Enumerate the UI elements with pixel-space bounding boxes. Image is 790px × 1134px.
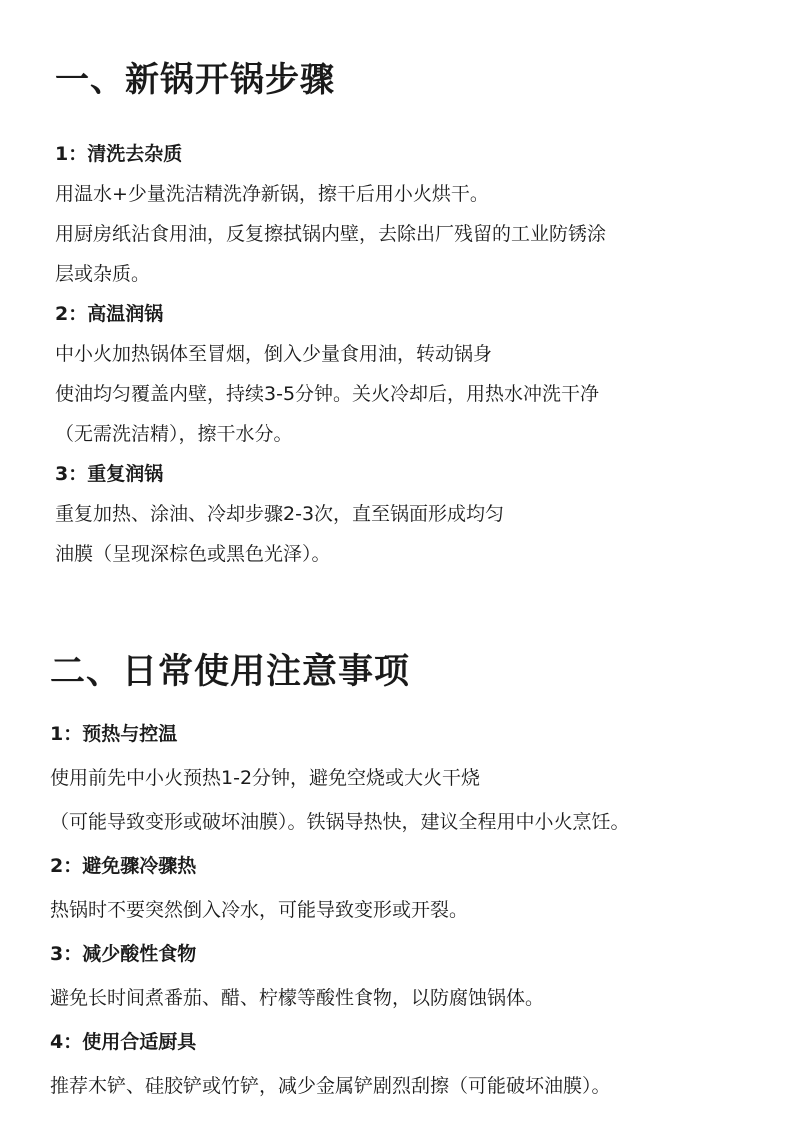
step-text-line: 使油均匀覆盖内壁，持续3-5分钟。关火冷却后，用热水冲洗干净 <box>55 383 600 405</box>
section-title: 二、日常使用注意事项 <box>50 652 411 692</box>
step-text-line: 层或杂质。 <box>55 263 151 285</box>
step-text-line: 用厨房纸沾食用油，反复擦拭锅内壁，去除出厂残留的工业防锈涂 <box>55 223 607 245</box>
step-text-line: 中小火加热锅体至冒烟，倒入少量食用油，转动锅身 <box>55 343 493 365</box>
section-title: 一、新锅开锅步骤 <box>55 60 335 100</box>
note-text-line: 使用前先中小火预热1-2分钟，避免空烧或大火干烧 <box>50 767 481 789</box>
step-heading: 1：清洗去杂质 <box>55 143 183 165</box>
note-heading: 2：避免骤冷骤热 <box>50 855 197 877</box>
note-4 <box>50 1020 780 1108</box>
note-text-line: 热锅时不要突然倒入冷水，可能导致变形或开裂。 <box>50 899 469 921</box>
step-3 <box>55 454 775 574</box>
note-heading: 1：预热与控温 <box>50 723 178 745</box>
step-text-line: 油膜（呈现深棕色或黑色光泽）。 <box>55 543 331 565</box>
step-text-line: 重复加热、涂油、冷却步骤2-3次，直至锅面形成均匀 <box>55 503 505 525</box>
note-heading: 4：使用合适厨具 <box>50 1031 197 1053</box>
section-daily-use-notes <box>50 648 780 1108</box>
note-3 <box>50 932 780 1020</box>
section-new-wok-seasoning <box>55 56 775 574</box>
title-spacer <box>50 696 780 712</box>
note-text-line: 推荐木铲、硅胶铲或竹铲，减少金属铲剧烈刮擦（可能破坏油膜）。 <box>50 1075 611 1097</box>
note-2 <box>50 844 780 932</box>
title-spacer <box>55 104 775 134</box>
note-heading: 3：减少酸性食物 <box>50 943 197 965</box>
step-2 <box>55 294 775 454</box>
note-text-line: （可能导致变形或破坏油膜）。铁锅导热快，建议全程用中小火烹饪。 <box>50 811 630 833</box>
step-heading: 3：重复润锅 <box>55 463 164 485</box>
step-heading: 2：高温润锅 <box>55 303 164 325</box>
step-text-line: （无需洗洁精），擦干水分。 <box>55 423 293 445</box>
note-text-line: 避免长时间煮番茄、醋、柠檬等酸性食物，以防腐蚀锅体。 <box>50 987 545 1009</box>
step-text-line: 用温水+少量洗洁精洗净新锅，擦干后用小火烘干。 <box>55 183 489 205</box>
step-1 <box>55 134 775 294</box>
note-1 <box>50 712 780 844</box>
